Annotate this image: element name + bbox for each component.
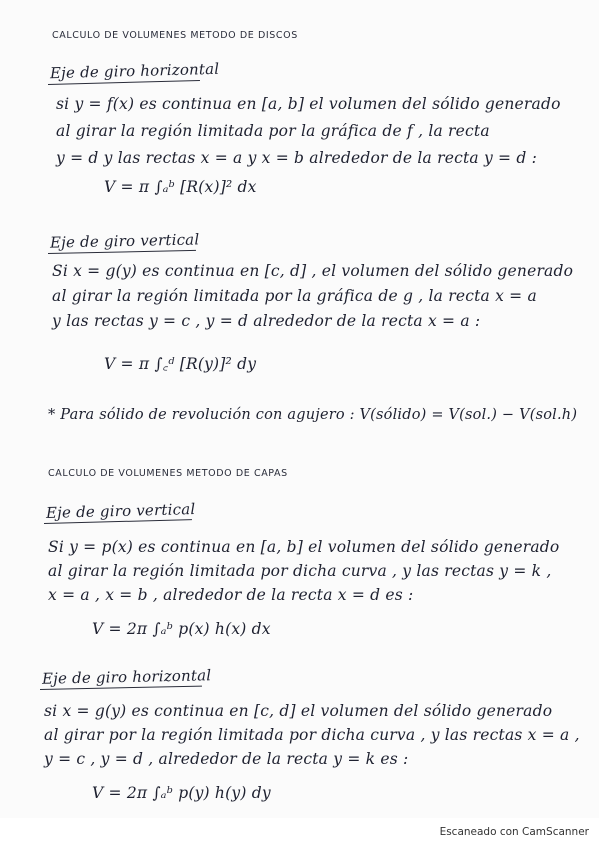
disks-horizontal-line3: y = d y las rectas x = a y x = b alrededor de la recta y = d : — [56, 149, 538, 167]
disks-title: CALCULO DE VOLUMENES METODO DE DISCOS — [52, 30, 298, 41]
camscanner-watermark: Escaneado con CamScanner — [439, 826, 589, 838]
disks-vertical-line2: al girar la región limitada por la gráfica de g , la recta x = a — [52, 287, 537, 305]
shells-vertical-line2: al girar la región limitada por dicha curva , y las rectas y = k , — [48, 562, 552, 580]
shells-horizontal-formula: V = 2π ∫ₐᵇ p(y) h(y) dy — [92, 784, 271, 802]
disks-vertical-line1: Si x = g(y) es continua en [c, d] , el volumen del sólido generado — [52, 262, 574, 280]
shells-horizontal-line3: y = c , y = d , alrededor de la recta y = k es : — [44, 750, 409, 768]
shells-horizontal-heading: Eje de giro horizontal — [41, 666, 212, 688]
shells-vertical-line3: x = a , x = b , alrededor de la recta x = d es : — [48, 586, 414, 604]
disks-vertical-heading: Eje de giro vertical — [49, 230, 200, 252]
shells-vertical-formula: V = 2π ∫ₐᵇ p(x) h(x) dx — [92, 620, 271, 638]
disks-vertical-line3: y las rectas y = c , y = d alrededor de la recta x = a : — [52, 312, 481, 330]
shells-title: CALCULO DE VOLUMENES METODO DE CAPAS — [48, 468, 288, 479]
disks-horizontal-formula: V = π ∫ₐᵇ [R(x)]² dx — [104, 178, 257, 196]
disks-vertical-formula: V = π ∫꜀ᵈ [R(y)]² dy — [104, 355, 257, 373]
hollow-solid-note: * Para sólido de revolución con agujero : V(sólido) = V(sol.) − V(sol.h) — [48, 407, 578, 423]
shells-horizontal-line1: si x = g(y) es continua en [c, d] el volumen del sólido generado — [44, 702, 553, 720]
disks-horizontal-line2: al girar la región limitada por la gráfica de f , la recta — [56, 122, 490, 140]
shells-vertical-line1: Si y = p(x) es continua en [a, b] el volumen del sólido generado — [48, 538, 560, 556]
shells-horizontal-line2: al girar por la región limitada por dicha curva , y las rectas x = a , — [44, 726, 580, 744]
disks-horizontal-heading: Eje de giro horizontal — [49, 59, 220, 83]
shells-vertical-heading: Eje de giro vertical — [45, 500, 196, 522]
disks-horizontal-line1: si y = f(x) es continua en [a, b] el volumen del sólido generado — [56, 95, 561, 113]
